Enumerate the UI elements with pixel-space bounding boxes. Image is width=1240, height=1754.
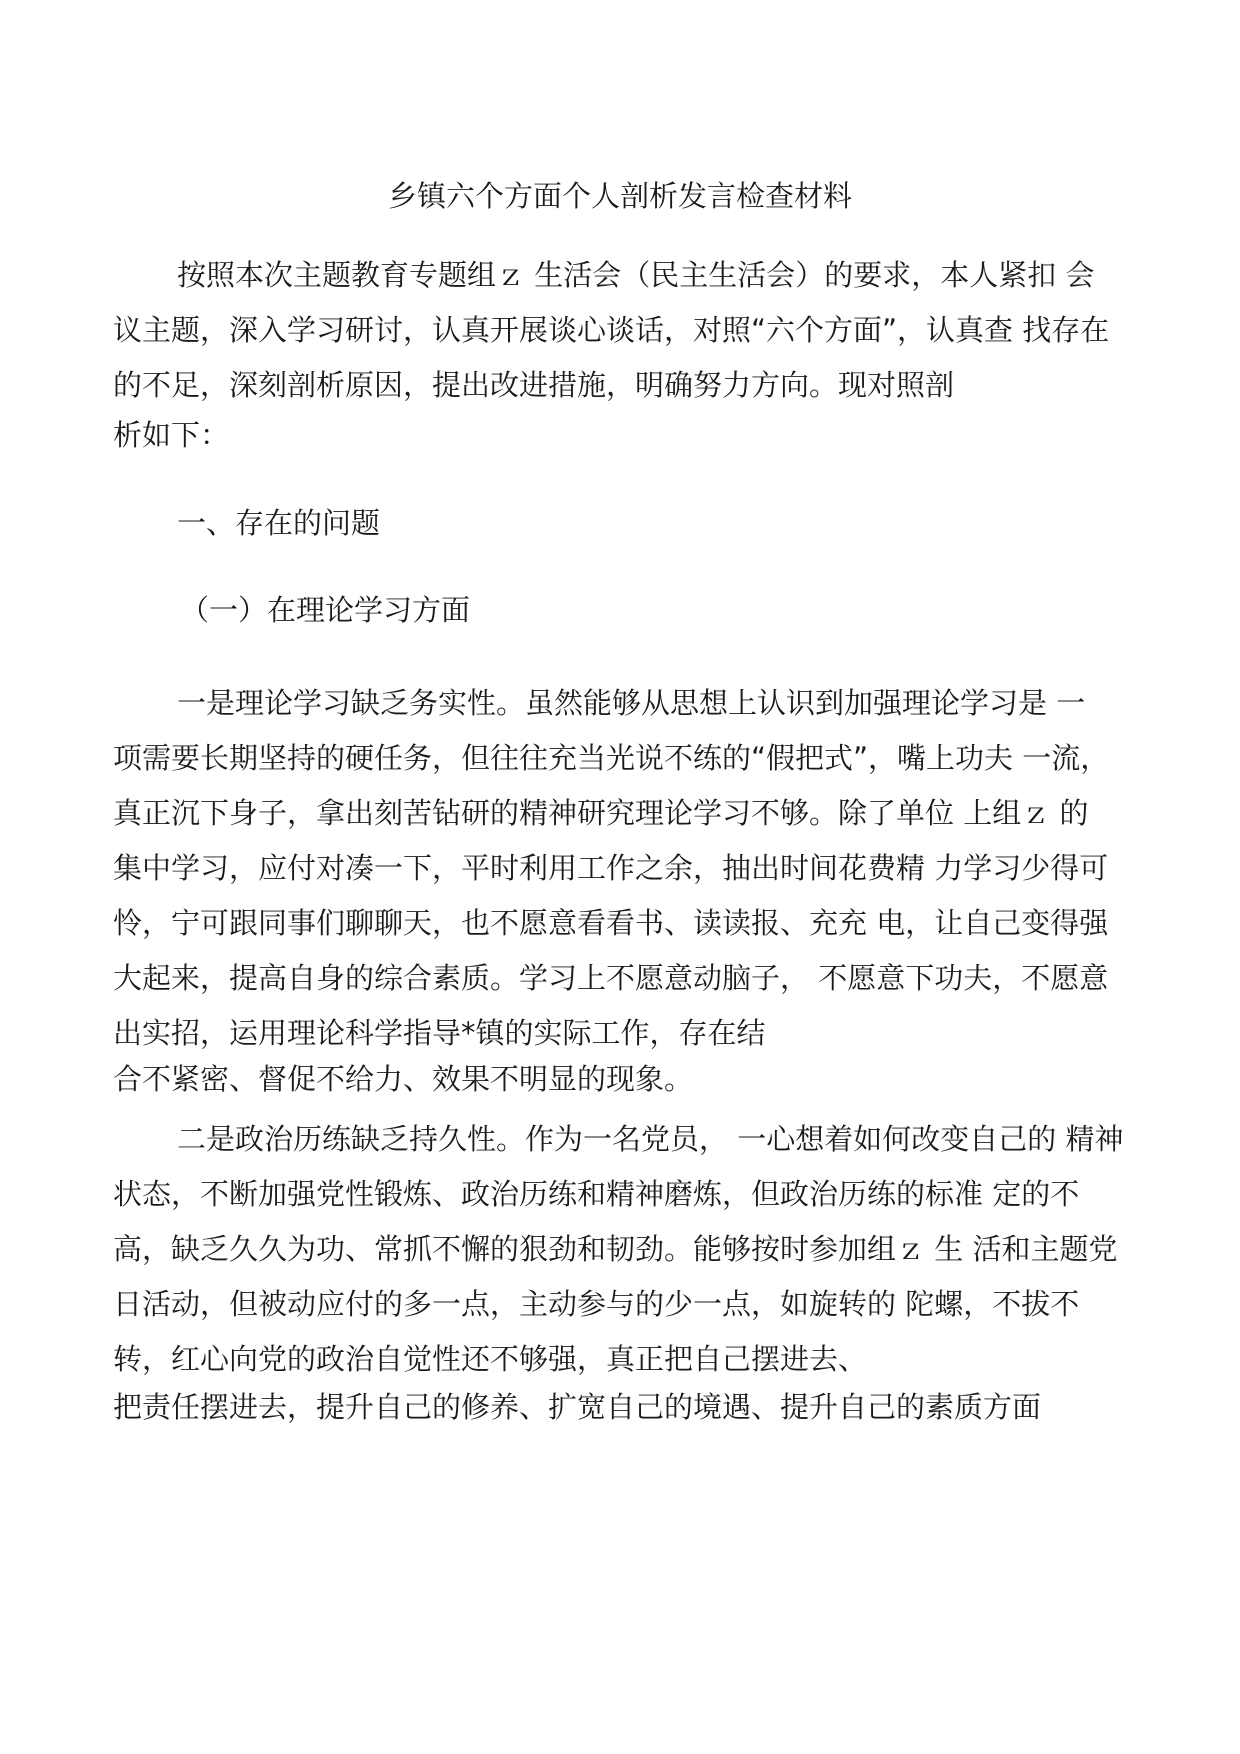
intro-line-1: 按照本次主题教育专题组ｚ 生活会（民主生活会）的要求，本人紧扣 会 — [177, 258, 1095, 292]
para1-line-5: 怜，宁可跟同事们聊聊天，也不愿意看看书、读读报、充充 电，让自己变得强 — [113, 906, 1109, 940]
subsection-heading: （一）在理论学习方面 — [180, 593, 471, 627]
intro-line-2: 议主题，深入学习研讨，认真开展谈心谈话，对照“六个方面”，认真查 找存在 — [113, 313, 1110, 347]
para1-line-2: 项需要长期坚持的硬任务，但往往充当光说不练的“假把式”，嘴上功夫 一流， — [113, 741, 1110, 775]
paragraph-theory-study-tail — [113, 1052, 1133, 1107]
para1-line-3: 真正沉下身子，拿出刻苦钻研的精神研究理论学习不够。除了单位 上组ｚ 的 — [113, 796, 1089, 830]
para1-line-1: 一是理论学习缺乏务实性。虽然能够从思想上认识到加强理论学习是 一 — [177, 686, 1086, 720]
para1-line-6: 大起来，提高自身的综合素质。学习上不愿意动脑子， 不愿意下功夫，不愿意 — [113, 961, 1109, 995]
intro-paragraph — [113, 248, 1133, 413]
intro-line-3: 的不足，深刻剖析原因，提出改进措施，明确努力方向。现对照剖 — [113, 368, 955, 402]
para2-line-2: 状态，不断加强党性锻炼、政治历练和精神磨炼，但政治历练的标准 定的不 — [113, 1177, 1080, 1211]
paragraph-political-training — [113, 1112, 1133, 1387]
document-title: 乡镇六个方面个人剖析发言检查材料 — [387, 179, 852, 213]
para2-line-5: 转，红心向党的政治自觉性还不够强，真正把自己摆进去、 — [113, 1342, 868, 1376]
intro-tail-line: 析如下： — [113, 418, 230, 452]
paragraph-theory-study — [113, 676, 1133, 1061]
para2-line-1: 二是政治历练缺乏持久性。作为一名党员， 一心想着如何改变自己的 精神 — [177, 1122, 1124, 1156]
para1-line-4: 集中学习，应付对凑一下，平时利用工作之余，抽出时间花费精 力学习少得可 — [113, 851, 1109, 885]
para2-line-3: 高，缺乏久久为功、常抓不懈的狠劲和韧劲。能够按时参加组ｚ 生 活和主题党 — [113, 1232, 1118, 1266]
section-heading: 一、存在的问题 — [177, 506, 381, 540]
paragraph-political-training-tail — [113, 1380, 1133, 1435]
para2-line-4: 日活动，但被动应付的多一点，主动参与的少一点，如旋转的 陀螺，不拔不 — [113, 1287, 1080, 1321]
para1-line-7: 出实招，运用理论科学指导*镇的实际工作，存在结 — [113, 1016, 766, 1050]
para2-tail-line: 把责任摆进去，提升自己的修养、扩宽自己的境遇、提升自己的素质方面 — [113, 1390, 1042, 1424]
para1-tail-line: 合不紧密、督促不给力、效果不明显的现象。 — [113, 1062, 694, 1096]
intro-tail — [113, 408, 1133, 463]
